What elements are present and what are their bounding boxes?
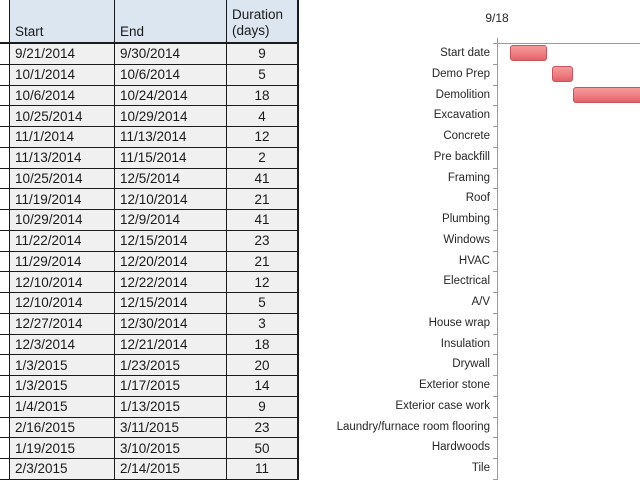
- cell-duration[interactable]: 20: [227, 355, 299, 376]
- cell-row-stub[interactable]: [0, 314, 10, 335]
- axis-tick: [493, 43, 497, 44]
- cell-row-stub[interactable]: [0, 169, 10, 190]
- category-axis-line: [497, 38, 498, 480]
- cell-end[interactable]: 12/15/2014: [115, 231, 227, 252]
- cell-end[interactable]: 3/11/2015: [115, 418, 227, 439]
- cell-duration[interactable]: 50: [227, 438, 299, 459]
- cell-end[interactable]: 10/29/2014: [115, 106, 227, 127]
- cell-row-stub[interactable]: [0, 44, 10, 65]
- cell-duration[interactable]: 41: [227, 169, 299, 190]
- cell-start[interactable]: 9/21/2014: [10, 44, 115, 65]
- axis-tick: [493, 437, 497, 438]
- task-label: Drywall: [452, 358, 490, 371]
- cell-duration[interactable]: 2: [227, 148, 299, 169]
- cell-duration[interactable]: 41: [227, 210, 299, 231]
- cell-row-stub[interactable]: [0, 418, 10, 439]
- axis-tick: [493, 375, 497, 376]
- cell-duration[interactable]: 9: [227, 44, 299, 65]
- cell-end[interactable]: 10/6/2014: [115, 65, 227, 86]
- cell-row-stub[interactable]: [0, 210, 10, 231]
- cell-end[interactable]: 12/5/2014: [115, 169, 227, 190]
- axis-tick: [493, 85, 497, 86]
- task-label: Insulation: [440, 337, 490, 350]
- cell-start[interactable]: 11/1/2014: [10, 127, 115, 148]
- cell-end[interactable]: 12/9/2014: [115, 210, 227, 231]
- task-label: Demolition: [435, 88, 490, 101]
- cell-end[interactable]: 10/24/2014: [115, 86, 227, 107]
- cell-row-stub[interactable]: [0, 272, 10, 293]
- gantt-bar[interactable]: [552, 66, 573, 82]
- schedule-table: [0, 0, 299, 480]
- axis-tick: [493, 147, 497, 148]
- cell-row-stub[interactable]: [0, 355, 10, 376]
- cell-duration[interactable]: 21: [227, 189, 299, 210]
- cell-duration[interactable]: 12: [227, 127, 299, 148]
- date-axis-label: 9/18: [485, 11, 509, 25]
- cell-start[interactable]: 1/4/2015: [10, 397, 115, 418]
- cell-duration[interactable]: 21: [227, 252, 299, 273]
- cell-start[interactable]: 1/3/2015: [10, 355, 115, 376]
- cell-start[interactable]: 10/1/2014: [10, 65, 115, 86]
- axis-tick: [493, 458, 497, 459]
- task-label: Tile: [471, 462, 490, 475]
- task-label: Plumbing: [442, 213, 490, 226]
- cell-start[interactable]: 1/19/2015: [10, 438, 115, 459]
- cell-duration[interactable]: 5: [227, 65, 299, 86]
- cell-end[interactable]: 2/14/2015: [115, 459, 227, 480]
- cell-duration[interactable]: 4: [227, 106, 299, 127]
- cell-start[interactable]: 2/3/2015: [10, 459, 115, 480]
- axis-tick: [493, 396, 497, 397]
- cell-start[interactable]: 10/6/2014: [10, 86, 115, 107]
- date-axis-line: [497, 43, 640, 44]
- cell-duration[interactable]: 18: [227, 335, 299, 356]
- cell-row-stub[interactable]: [0, 293, 10, 314]
- cell-duration[interactable]: 14: [227, 376, 299, 397]
- axis-tick: [493, 209, 497, 210]
- cell-duration[interactable]: 23: [227, 418, 299, 439]
- axis-tick: [493, 126, 497, 127]
- axis-tick: [493, 417, 497, 418]
- cell-row-stub[interactable]: [0, 376, 10, 397]
- cell-end[interactable]: 12/10/2014: [115, 189, 227, 210]
- cell-duration[interactable]: 3: [227, 314, 299, 335]
- task-label: Exterior stone: [419, 379, 490, 392]
- gantt-bar[interactable]: [573, 87, 640, 103]
- header-end[interactable]: End: [115, 0, 227, 44]
- cell-start[interactable]: 10/25/2014: [10, 106, 115, 127]
- cell-row-stub[interactable]: [0, 397, 10, 418]
- cell-start[interactable]: 12/27/2014: [10, 314, 115, 335]
- cell-row-stub[interactable]: [0, 438, 10, 459]
- cell-duration[interactable]: 11: [227, 459, 299, 480]
- cell-end[interactable]: 12/21/2014: [115, 335, 227, 356]
- axis-tick: [493, 188, 497, 189]
- cell-row-stub[interactable]: [0, 148, 10, 169]
- cell-duration[interactable]: 23: [227, 231, 299, 252]
- cell-duration[interactable]: 5: [227, 293, 299, 314]
- axis-tick: [493, 271, 497, 272]
- cell-end[interactable]: 1/13/2015: [115, 397, 227, 418]
- cell-start[interactable]: 2/16/2015: [10, 418, 115, 439]
- cell-row-stub[interactable]: [0, 65, 10, 86]
- cell-start[interactable]: 10/25/2014: [10, 169, 115, 190]
- task-label: Laundry/furnace room flooring: [336, 420, 490, 433]
- cell-row-stub[interactable]: [0, 335, 10, 356]
- axis-tick: [493, 313, 497, 314]
- cell-end[interactable]: 1/23/2015: [115, 355, 227, 376]
- cell-end[interactable]: 3/10/2015: [115, 438, 227, 459]
- cell-row-stub[interactable]: [0, 252, 10, 273]
- cell-start[interactable]: 12/3/2014: [10, 335, 115, 356]
- axis-tick: [493, 251, 497, 252]
- cell-duration[interactable]: 9: [227, 397, 299, 418]
- task-label: Excavation: [433, 109, 490, 122]
- cell-end[interactable]: 9/30/2014: [115, 44, 227, 65]
- task-label: Concrete: [443, 130, 490, 143]
- cell-start[interactable]: 12/10/2014: [10, 272, 115, 293]
- axis-tick: [493, 230, 497, 231]
- task-label: Demo Prep: [431, 67, 490, 80]
- cell-row-stub[interactable]: [0, 127, 10, 148]
- cell-row-stub[interactable]: [0, 86, 10, 107]
- task-label: A/V: [471, 296, 490, 309]
- task-label: HVAC: [458, 254, 490, 267]
- cell-end[interactable]: 12/22/2014: [115, 272, 227, 293]
- cell-start[interactable]: 11/13/2014: [10, 148, 115, 169]
- task-label: Windows: [443, 233, 490, 246]
- cell-end[interactable]: 12/20/2014: [115, 252, 227, 273]
- cell-start[interactable]: 11/29/2014: [10, 252, 115, 273]
- cell-row-stub[interactable]: [0, 106, 10, 127]
- task-label: Start date: [440, 47, 490, 59]
- header-duration[interactable]: Duration (days): [227, 0, 299, 44]
- axis-tick: [493, 64, 497, 65]
- cell-start[interactable]: 12/10/2014: [10, 293, 115, 314]
- axis-tick: [493, 105, 497, 106]
- cell-end[interactable]: 11/15/2014: [115, 148, 227, 169]
- task-label: Framing: [447, 171, 490, 184]
- cell-duration[interactable]: 12: [227, 272, 299, 293]
- task-label: Pre backfill: [433, 150, 490, 163]
- axis-tick: [493, 292, 497, 293]
- gantt-chart[interactable]: [300, 0, 640, 480]
- cell-row-stub[interactable]: [0, 231, 10, 252]
- task-label: Roof: [465, 192, 490, 205]
- header-stub[interactable]: [0, 0, 10, 44]
- axis-tick: [493, 354, 497, 355]
- axis-tick: [493, 168, 497, 169]
- cell-row-stub[interactable]: [0, 459, 10, 480]
- cell-start[interactable]: 11/22/2014: [10, 231, 115, 252]
- cell-start[interactable]: 1/3/2015: [10, 376, 115, 397]
- axis-tick: [493, 334, 497, 335]
- cell-end[interactable]: 12/30/2014: [115, 314, 227, 335]
- task-label: Hardwoods: [431, 441, 490, 454]
- cell-end[interactable]: 12/15/2014: [115, 293, 227, 314]
- cell-row-stub[interactable]: [0, 189, 10, 210]
- cell-start[interactable]: 11/19/2014: [10, 189, 115, 210]
- task-label: House wrap: [428, 316, 490, 329]
- cell-start[interactable]: 10/29/2014: [10, 210, 115, 231]
- gantt-bar[interactable]: [510, 45, 548, 61]
- cell-end[interactable]: 1/17/2015: [115, 376, 227, 397]
- task-label: Exterior case work: [395, 399, 490, 412]
- task-label: Electrical: [443, 275, 490, 288]
- cell-end[interactable]: 11/13/2014: [115, 127, 227, 148]
- header-start[interactable]: Start: [10, 0, 115, 44]
- cell-duration[interactable]: 18: [227, 86, 299, 107]
